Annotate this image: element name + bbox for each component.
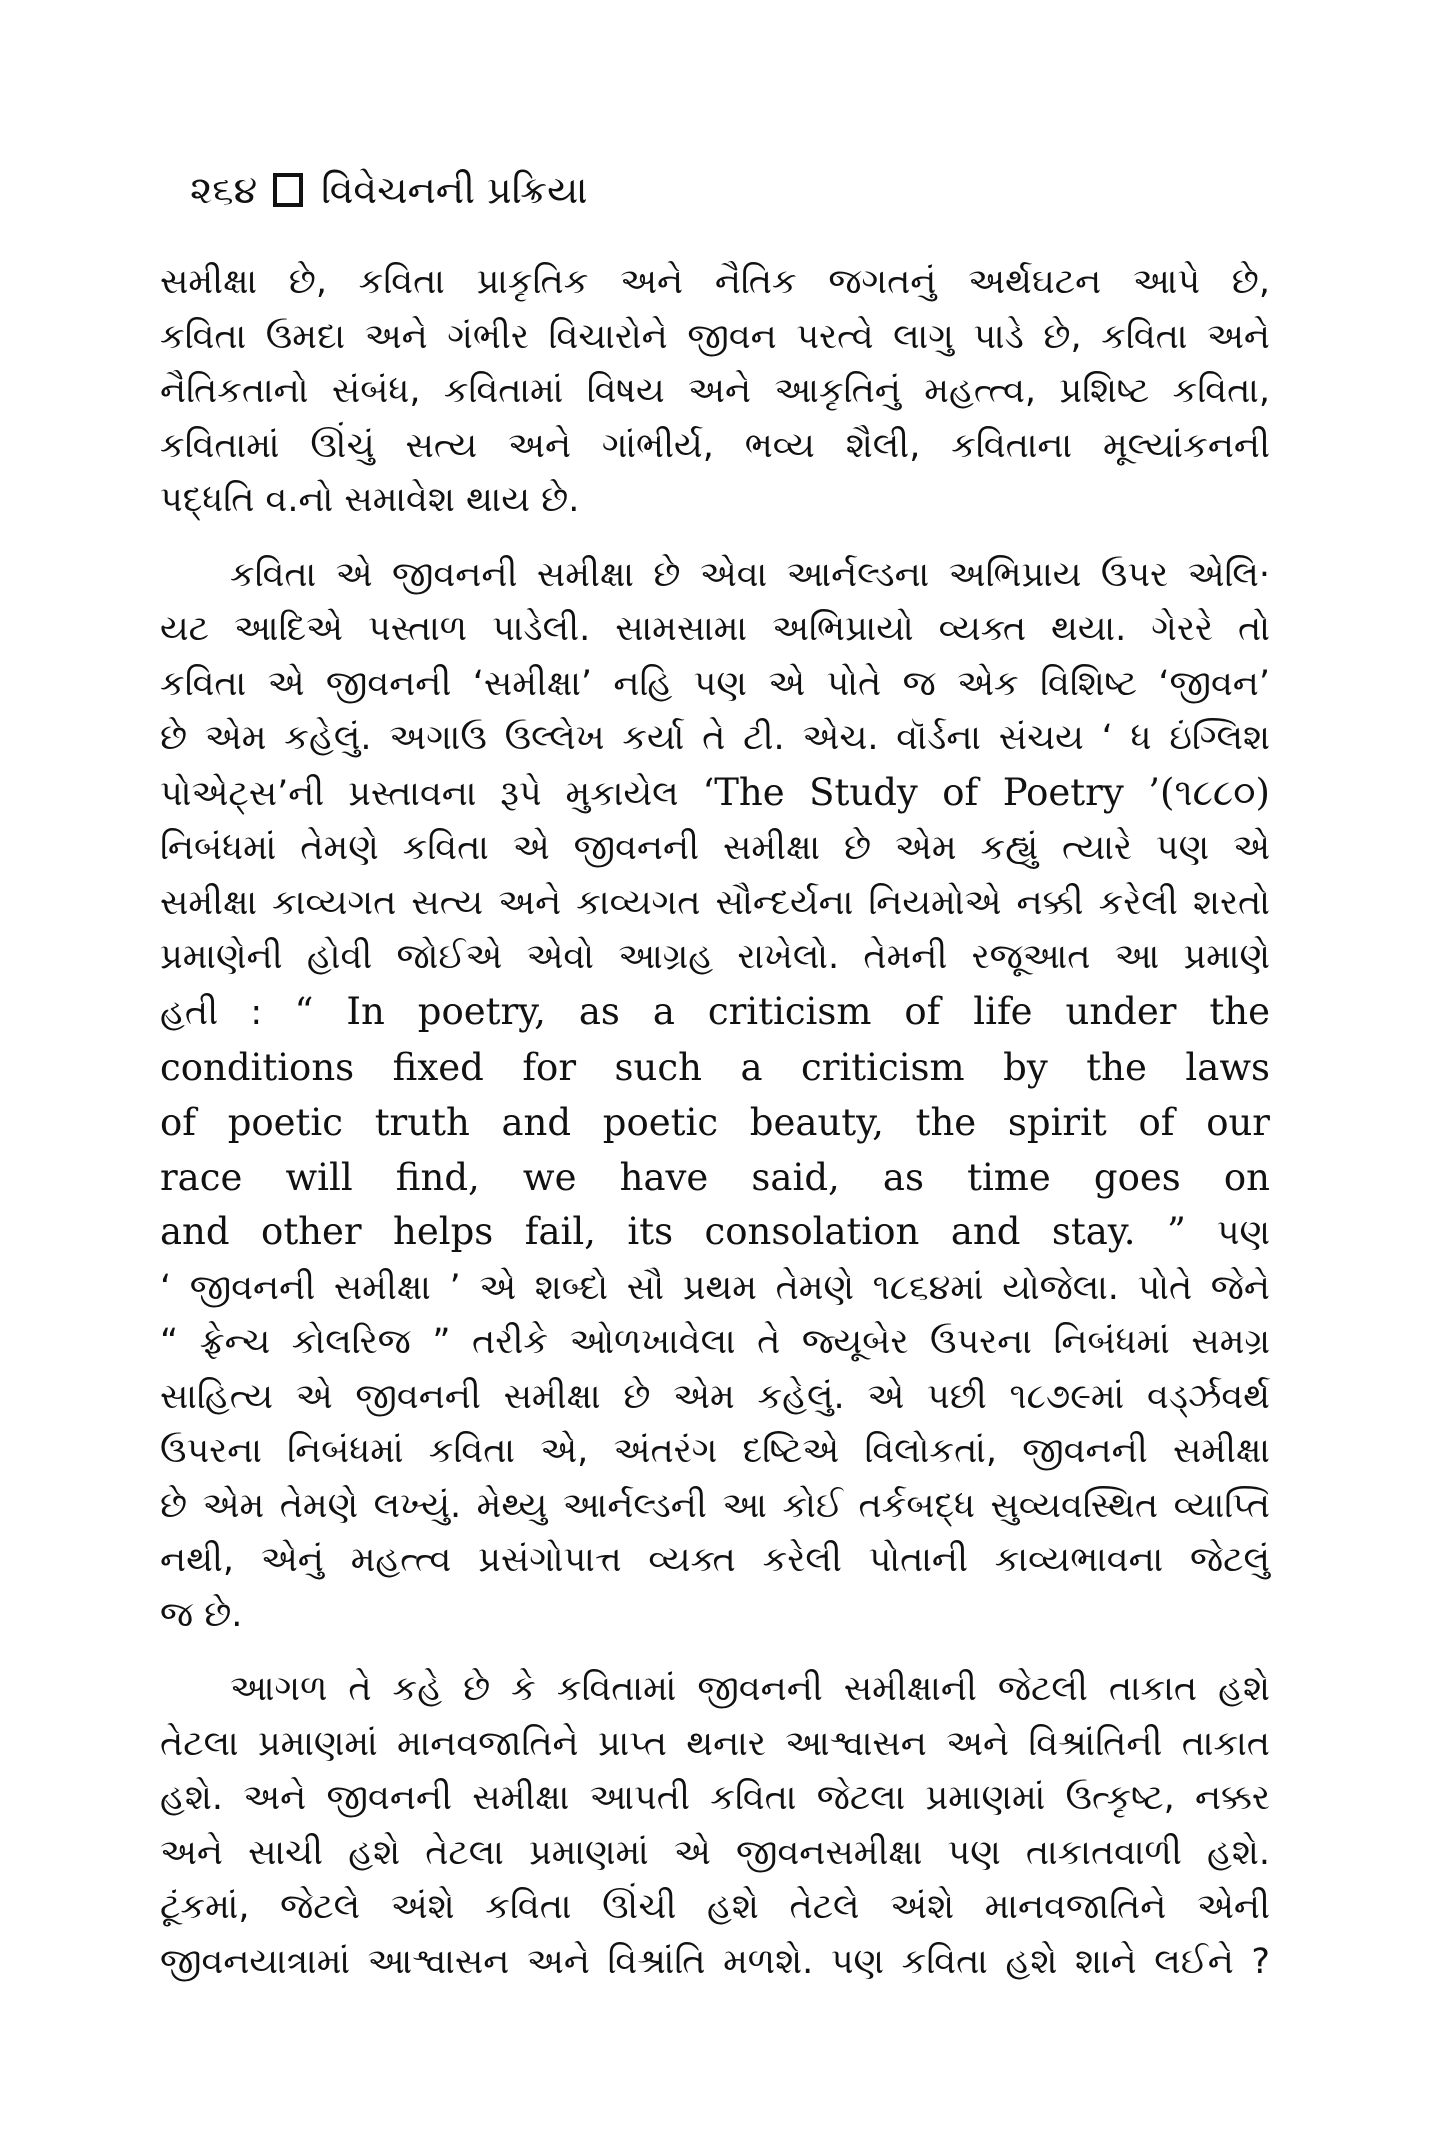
text-line: યટ આદિએ પસ્તાળ પાડેલી. સામસામા અભિપ્રાયો વ્યક્ત થયા. ગેરરે તો	[160, 609, 1270, 649]
text-line: છે એમ તેમણે લખ્યું. મેથ્યુ આર્નલ્ડની આ કોઈ તર્કબદ્ધ સુવ્યવસ્થિત વ્યાપ્તિ	[160, 1485, 1270, 1526]
text-line: અને સાચી હશે તેટલા પ્રમાણમાં એ જીવનસમીક્ષા પણ તાકાતવાળી હશે.	[160, 1832, 1270, 1873]
text-line: નથી, એનું મહત્ત્વ પ્રસંગોપાત્ત વ્યક્ત કરેલી પોતાની કાવ્યભાવના જેટલું	[160, 1540, 1270, 1580]
text-line: સમીક્ષા છે, કવિતા પ્રાકૃતિક અને નૈતિક જગતનું અર્થઘટન આપે છે,	[160, 262, 1270, 302]
text-line: કવિતા ઉમદા અને ગંભીર વિચારોને જીવન પરત્વે લાગુ પાડે છે, કવિતા અને	[160, 316, 1270, 357]
text-line: ‘ જીવનની સમીક્ષા ’ એ શબ્દો સૌ પ્રથમ તેમણે ૧૮૬૪માં યોજેલા. પોતે જેને	[160, 1267, 1270, 1308]
text-line: ટૂંકમાં, જેટલે અંશે કવિતા ઊંચી હશે તેટલે અંશે માનવજાતિને એની	[160, 1887, 1270, 1927]
paragraph-3	[160, 1662, 1270, 1989]
quote-line: and other helps fail, its consolation and stay. ”	[160, 1210, 1186, 1253]
text-line: પ્રમાણેની હોવી જોઈએ એવો આગ્રહ રાખેલો. તેમની રજૂઆત આ પ્રમાણે	[160, 937, 1270, 977]
text-line: પોએટ્સ’ની પ્રસ્તાવના રૂપે મુકાયેલ ‘The Study of Poetry ’(૧૮૮૦)	[160, 770, 1270, 814]
text-line: હતી : “ In poetry, as a criticism of life under the	[160, 989, 1270, 1033]
running-head	[190, 165, 1270, 215]
text-line: “ ફ્રેન્ચ કોલરિજ ” તરીકે ઓળખાવેલા તે જ્યૂબેર ઉપરના નિબંધમાં સમગ્ર	[160, 1322, 1270, 1362]
quote-line: race will find, we have said, as time goes on	[160, 1156, 1270, 1199]
page-number: ૨૬૪	[190, 168, 258, 212]
text-line: સાહિત્ય એ જીવનની સમીક્ષા છે એમ કહેલું. એ પછી ૧૮૭૯માં વર્ડ્ઝવર્થ	[160, 1376, 1270, 1417]
text-line: કવિતામાં ઊંચું સત્ય અને ગાંભીર્ય, ભવ્ય શૈલી, કવિતાના મૂલ્યાંકનની	[160, 425, 1270, 466]
quote-line: conditions fixed for such a criticism by the laws	[160, 1046, 1270, 1089]
text-line: સમીક્ષા કાવ્યગત સત્ય અને કાવ્યગત સૌન્દર્યના નિયમોએ નક્કી કરેલી શરતો	[160, 882, 1270, 923]
quote-line: of poetic truth and poetic beauty, the spirit of our	[160, 1101, 1270, 1144]
text-line: હશે. અને જીવનની સમીક્ષા આપતી કવિતા જેટલા પ્રમાણમાં ઉત્કૃષ્ટ, નક્કર	[160, 1778, 1270, 1818]
essay-title: ‘The Study of Poetry ’(૧૮૮૦)	[702, 770, 1270, 814]
book-title: વિવેચનની પ્રક્રિયા	[321, 168, 588, 212]
text-line: જ છે.	[160, 1594, 243, 1635]
paragraph-2	[160, 548, 1270, 1643]
text-line: છે એમ કહેલું. અગાઉ ઉલ્લેખ કર્યા તે ટી. એચ. વૉર્ડના સંચય ‘ ધ ઇંગ્લિશ	[160, 718, 1270, 758]
paragraph-1	[160, 255, 1270, 528]
square-ornament-icon	[273, 173, 303, 207]
text-line: પદ્ધતિ વ.નો સમાવેશ થાય છે.	[160, 480, 580, 520]
text-line: તેટલા પ્રમાણમાં માનવજાતિને પ્રાપ્ત થનાર આશ્વાસન અને વિશ્રાંતિની તાકાત	[160, 1723, 1270, 1764]
text-line: and other helps fail, its consolation and stay. ” પણ	[160, 1210, 1270, 1253]
text-line: ઉપરના નિબંધમાં કવિતા એ, અંતરંગ દષ્ટિએ વિલોકતાં, જીવનની સમીક્ષા	[160, 1431, 1270, 1471]
book-page	[160, 165, 1270, 2009]
text-line: નિબંધમાં તેમણે કવિતા એ જીવનની સમીક્ષા છે એમ કહ્યું ત્યારે પણ એ	[160, 828, 1270, 868]
text-line: કવિતા એ જીવનની સમીક્ષા છે એવા આર્નલ્ડના અભિપ્રાય ઉપર એલિ·	[230, 554, 1270, 595]
text-line: કવિતા એ જીવનની ‘સમીક્ષા’ નહિ પણ એ પોતે જ એક વિશિષ્ટ ‘જીવન’	[160, 663, 1270, 704]
text-line: નૈતિકતાનો સંબંધ, કવિતામાં વિષય અને આકૃતિનું મહત્ત્વ, પ્રશિષ્ટ કવિતા,	[160, 371, 1270, 411]
text-line: જીવનયાત્રામાં આશ્વાસન અને વિશ્રાંતિ મળશે. પણ કવિતા હશે શાને લઈને ?	[160, 1941, 1270, 1982]
quote-line: “ In poetry, as a criticism of life under the	[294, 989, 1270, 1033]
text-line: આગળ તે કહે છે કે કવિતામાં જીવનની સમીક્ષાની જેટલી તાકાત હશે	[230, 1669, 1270, 1709]
